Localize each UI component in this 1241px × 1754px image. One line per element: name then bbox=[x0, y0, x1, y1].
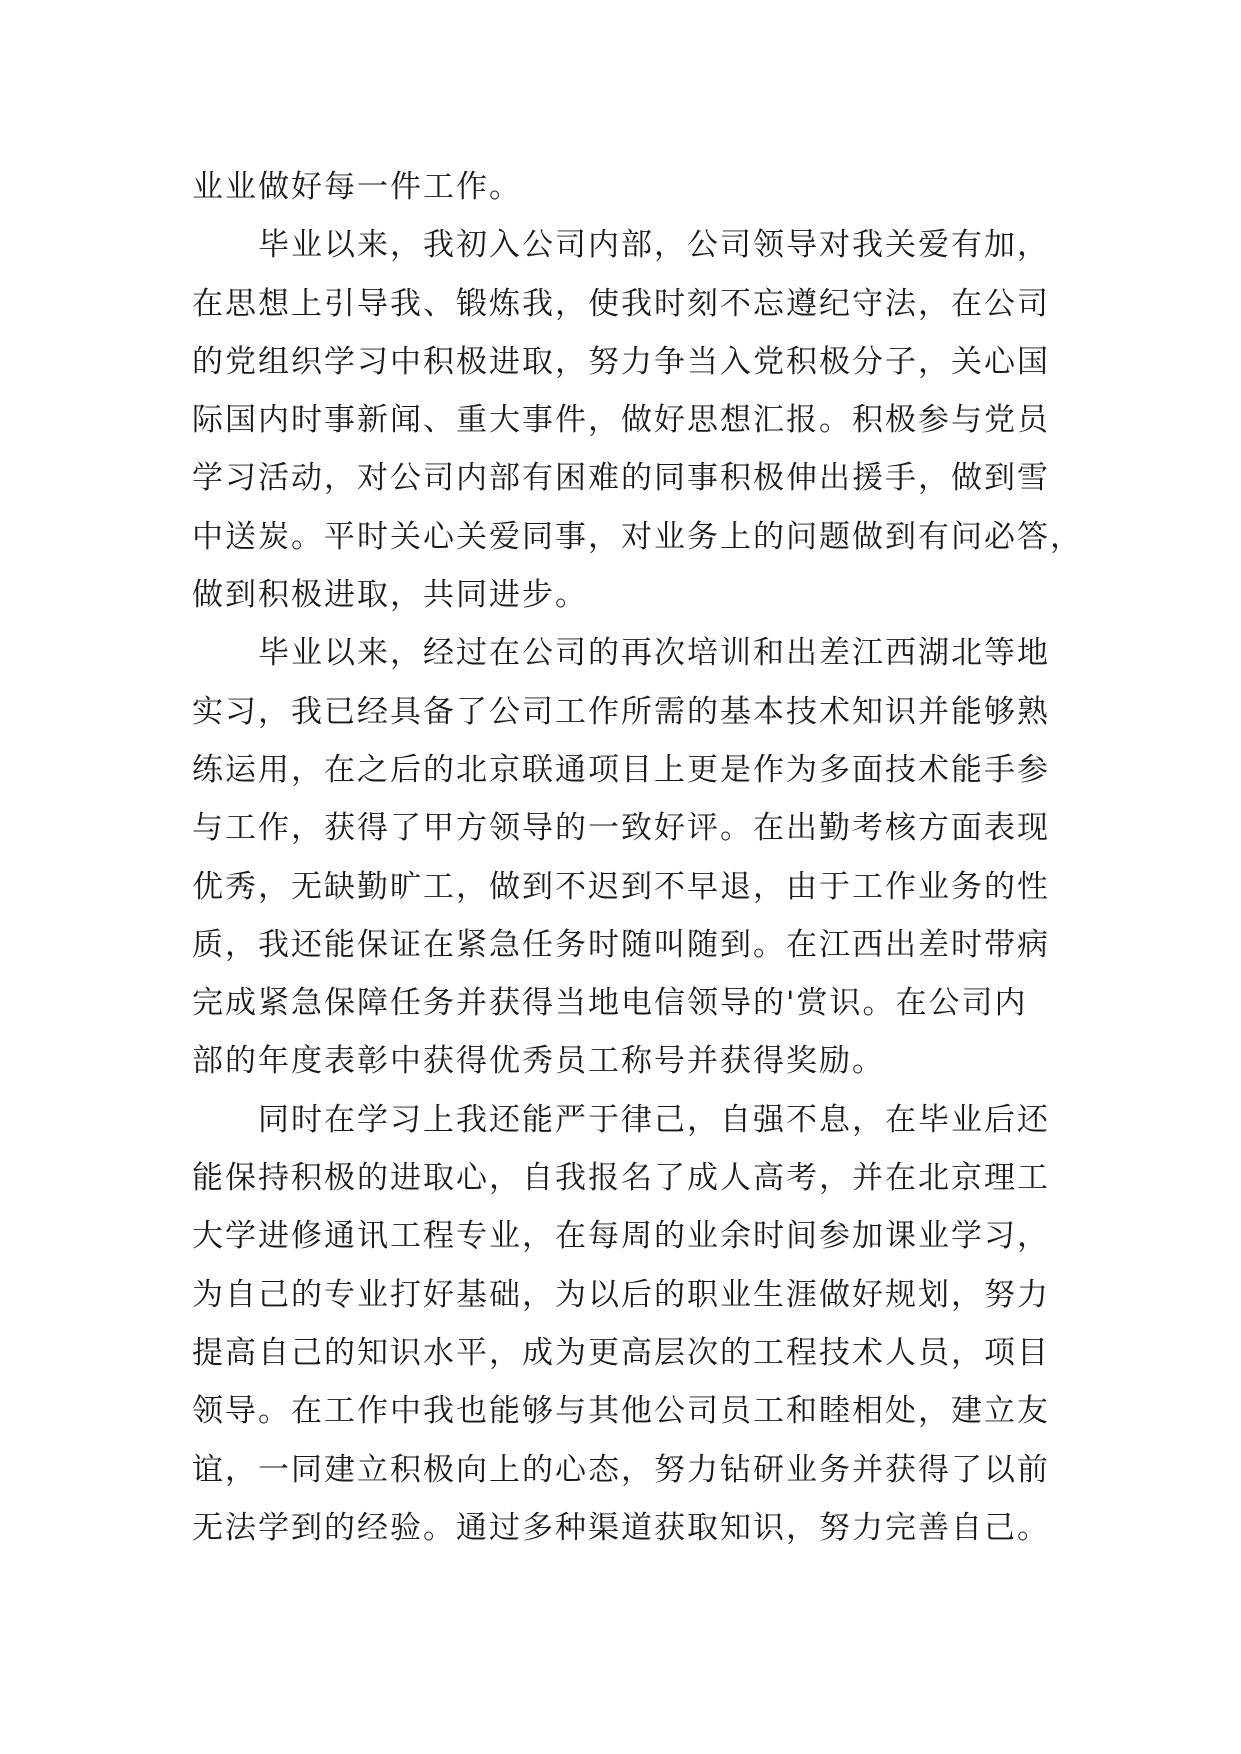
paragraph-line: 际国内时事新闻、重大事件，做好思想汇报。积极参与党员 bbox=[192, 402, 1050, 439]
paragraph-line: 学习活动，对公司内部有困难的同事积极伸出援手，做到雪 bbox=[192, 460, 1050, 497]
paragraph-line: 中送炭。平时关心关爱同事，对业务上的问题做到有问必答， bbox=[192, 518, 1083, 555]
paragraph-line: 在思想上引导我、锻炼我，使我时刻不忘遵纪守法，在公司 bbox=[192, 285, 1050, 322]
paragraph-line: 无法学到的经验。通过多种渠道获取知识，努力完善自己。 bbox=[192, 1509, 1050, 1546]
paragraph-line: 领导。在工作中我也能够与其他公司员工和睦相处，建立友 bbox=[192, 1393, 1050, 1430]
paragraph-line: 的党组织学习中积极进取，努力争当入党积极分子，关心国 bbox=[192, 343, 1050, 380]
paragraph-line: 做到积极进取，共同进步。 bbox=[192, 577, 588, 614]
paragraph-line: 业业做好每一件工作。 bbox=[192, 169, 522, 205]
paragraph-line: 练运用，在之后的北京联通项目上更是作为多面技术能手参 bbox=[192, 751, 1050, 788]
paragraph-line: 优秀，无缺勤旷工，做到不迟到不早退，由于工作业务的性 bbox=[192, 868, 1050, 905]
paragraph-first-line: 毕业以来，经过在公司的再次培训和出差江西湖北等地 bbox=[258, 635, 1050, 672]
paragraph-first-line: 同时在学习上我还能严于律己，自强不息，在毕业后还 bbox=[258, 1101, 1050, 1138]
paragraph-line: 完成紧急保障任务并获得当地电信领导的'赏识。在公司内 bbox=[192, 985, 1028, 1022]
paragraph-first-line: 毕业以来，我初入公司内部，公司领导对我关爱有加， bbox=[258, 227, 1050, 264]
paragraph-line: 实习，我已经具备了公司工作所需的基本技术知识并能够熟 bbox=[192, 693, 1050, 730]
paragraph-line: 与工作，获得了甲方领导的一致好评。在出勤考核方面表现 bbox=[192, 810, 1050, 847]
paragraph-line: 为自己的专业打好基础，为以后的职业生涯做好规划，努力 bbox=[192, 1276, 1050, 1313]
paragraph-line: 部的年度表彰中获得优秀员工称号并获得奖励。 bbox=[192, 1043, 885, 1080]
paragraph-line: 质，我还能保证在紧急任务时随叫随到。在江西出差时带病 bbox=[192, 926, 1050, 963]
paragraph-line: 谊，一同建立积极向上的心态，努力钻研业务并获得了以前 bbox=[192, 1451, 1050, 1488]
document-body bbox=[192, 158, 1083, 1557]
paragraph-line: 大学进修通讯工程专业，在每周的业余时间参加课业学习， bbox=[192, 1218, 1050, 1255]
paragraph-line: 提高自己的知识水平，成为更高层次的工程技术人员，项目 bbox=[192, 1334, 1050, 1371]
paragraph-line: 能保持积极的进取心，自我报名了成人高考，并在北京理工 bbox=[192, 1160, 1050, 1197]
